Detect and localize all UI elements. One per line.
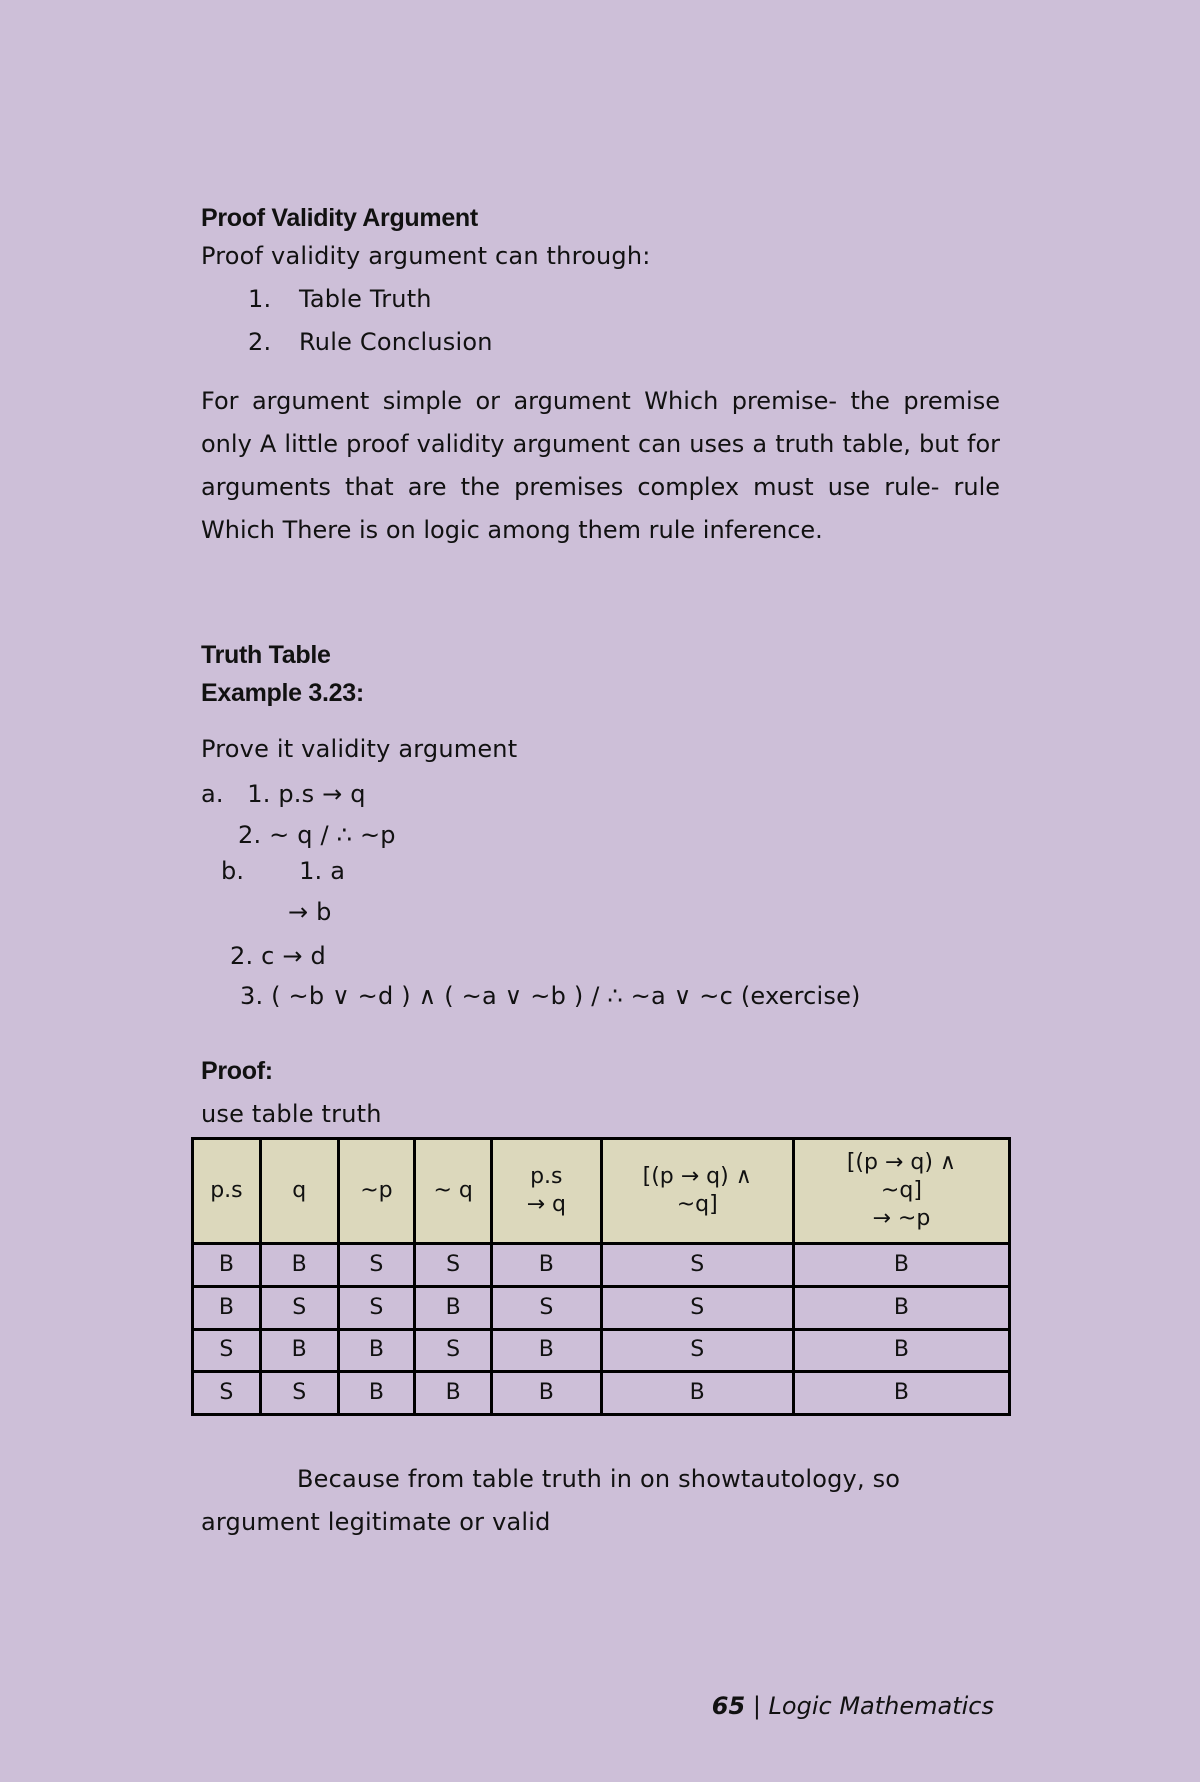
truth-table-header-row (193, 1139, 1010, 1244)
table-cell: S (415, 1329, 492, 1372)
table-cell: B (260, 1329, 338, 1372)
section-intro: Proof validity argument can through: (201, 242, 651, 270)
header-cell-not-q: ~ q (415, 1139, 492, 1244)
header-cell-conjunction: [(p → q) ∧ ~q] (601, 1139, 793, 1244)
table-cell: B (260, 1244, 338, 1287)
table-cell: B (415, 1372, 492, 1415)
table-cell: S (193, 1372, 261, 1415)
table-cell: S (601, 1244, 793, 1287)
table-cell: B (793, 1244, 1009, 1287)
table-cell: B (338, 1372, 415, 1415)
table-row (193, 1286, 1010, 1329)
table-cell: B (492, 1372, 602, 1415)
header-cell-implication: [(p → q) ∧ ~q] → ~p (793, 1139, 1009, 1244)
truth-table-heading: Truth Table (201, 641, 331, 669)
method-label-2: Rule Conclusion (299, 328, 493, 356)
section-paragraph: For argument simple or argument Which premise- the premise only A little proof validity argument can uses a truth table, but for arguments that are the premises complex must use rule- rule Which There is on logic among them rule inference. (201, 387, 1000, 544)
table-cell: B (492, 1329, 602, 1372)
header-cell-not-p: ~p (338, 1139, 415, 1244)
conclusion-line-1: Because from table truth in on showtautology, so (297, 1465, 901, 1493)
table-cell: S (260, 1286, 338, 1329)
table-cell: S (492, 1286, 602, 1329)
argument-b-line-3: 3. ( ~b ∨ ~d ) ∧ ( ~a ∨ ~b ) / ∴ ~a ∨ ~c (exercise) (240, 982, 861, 1010)
section-title: Proof Validity Argument (201, 204, 478, 232)
table-cell: S (193, 1329, 261, 1372)
example-title: Example 3.23: (201, 679, 364, 707)
book-title: Logic Mathematics (768, 1692, 994, 1720)
table-cell: B (793, 1329, 1009, 1372)
table-cell: B (601, 1372, 793, 1415)
page-number: 65 (711, 1692, 746, 1720)
conclusion-line-2: argument legitimate or valid (201, 1508, 551, 1536)
method-label-1: Table Truth (299, 285, 432, 313)
proof-title: Proof: (201, 1057, 273, 1085)
table-cell: S (601, 1286, 793, 1329)
truth-table (191, 1137, 1011, 1416)
header-cell-ps: p.s (193, 1139, 261, 1244)
table-cell: B (793, 1372, 1009, 1415)
proof-subtitle: use table truth (201, 1100, 382, 1128)
table-cell: S (260, 1372, 338, 1415)
method-number-2: 2. (248, 328, 272, 356)
page-footer (712, 1692, 994, 1720)
table-row (193, 1329, 1010, 1372)
table-row (193, 1244, 1010, 1287)
table-cell: B (338, 1329, 415, 1372)
header-cell-ps-implies-q: p.s → q (492, 1139, 602, 1244)
table-cell: S (415, 1244, 492, 1287)
table-cell: S (338, 1286, 415, 1329)
table-row (193, 1372, 1010, 1415)
argument-a-line-2: 2. ~ q / ∴ ~p (238, 821, 396, 849)
argument-b-line-2: 2. c → d (230, 942, 326, 970)
method-number-1: 1. (248, 285, 272, 313)
argument-a-line-1: a. 1. p.s → q (201, 780, 366, 808)
table-cell: B (492, 1244, 602, 1287)
footer-separator: | (752, 1692, 761, 1720)
table-cell: S (601, 1329, 793, 1372)
table-cell: B (793, 1286, 1009, 1329)
table-cell: B (415, 1286, 492, 1329)
table-cell: B (193, 1244, 261, 1287)
argument-b-line-1-cont: → b (288, 898, 332, 926)
argument-b-line-1: b. 1. a (221, 857, 346, 885)
table-cell: S (338, 1244, 415, 1287)
table-cell: B (193, 1286, 261, 1329)
header-cell-q: q (260, 1139, 338, 1244)
example-prompt: Prove it validity argument (201, 735, 518, 763)
